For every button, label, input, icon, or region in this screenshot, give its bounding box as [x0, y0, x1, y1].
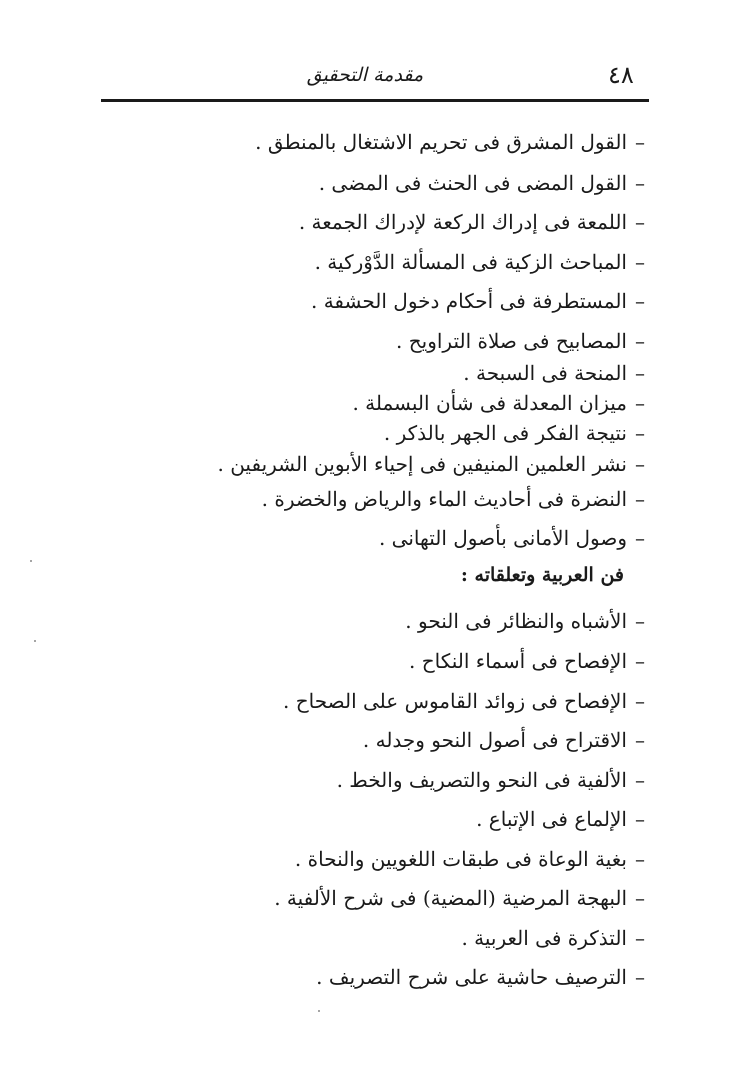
list-item-text: المنحة فى السبحة . — [463, 361, 627, 385]
header-rule — [101, 99, 649, 102]
list-item — [352, 390, 645, 416]
list-item-text: الترصيف حاشية على شرح التصريف . — [316, 965, 627, 989]
dash: – — [635, 728, 645, 752]
dash: – — [635, 609, 645, 633]
scan-speck — [30, 560, 32, 562]
list-item — [463, 360, 645, 386]
list-item — [283, 688, 645, 714]
list-item — [337, 767, 645, 793]
list-item — [316, 964, 645, 990]
list-item-text: النضرة فى أحاديث الماء والرياض والخضرة . — [261, 487, 627, 511]
dash: – — [635, 130, 645, 154]
dash: – — [635, 965, 645, 989]
list-item-text: اللمعة فى إدراك الركعة لإدراك الجمعة . — [298, 210, 627, 234]
list-item-text: التذكرة فى العربية . — [461, 926, 627, 950]
list-item-text: بغية الوعاة فى طبقات اللغويين والنحاة . — [294, 847, 627, 871]
list-item-text: الأشباه والنظائر فى النحو . — [405, 609, 627, 633]
dash: – — [635, 886, 645, 910]
dash: – — [635, 171, 645, 195]
list-item — [396, 328, 645, 354]
list-item-text: الألفية فى النحو والتصريف والخط . — [336, 768, 627, 792]
list-item-text: المباحث الزكية فى المسألة الدَّوْركية . — [314, 250, 627, 274]
list-item — [409, 648, 645, 674]
list-item — [379, 525, 645, 551]
list-item-text: القول المضى فى الحنث فى المضى . — [318, 171, 627, 195]
dash: – — [635, 421, 645, 445]
list-item — [295, 846, 645, 872]
dash: – — [635, 487, 645, 511]
scan-speck — [318, 1010, 320, 1012]
list-item — [217, 451, 645, 477]
list-item — [476, 806, 645, 832]
list-item — [311, 288, 645, 314]
list-item-text: الإفصاح فى زوائد القاموس على الصحاح . — [283, 689, 627, 713]
dash: – — [635, 250, 645, 274]
list-item-text: المستطرفة فى أحكام دخول الحشفة . — [310, 289, 627, 313]
section-heading: فن العربية وتعلقاته : — [460, 564, 624, 586]
list-item — [384, 420, 645, 446]
list-item-text: ميزان المعدلة فى شأن البسملة . — [352, 391, 627, 415]
dash: – — [635, 689, 645, 713]
dash: – — [635, 847, 645, 871]
list-item — [363, 727, 645, 753]
dash: – — [635, 329, 645, 353]
list-item-text: وصول الأمانى بأصول التهانى . — [378, 526, 627, 550]
list-item-text: القول المشرق فى تحريم الاشتغال بالمنطق . — [255, 130, 627, 154]
list-item-text: الاقتراح فى أصول النحو وجدله . — [362, 728, 627, 752]
dash: – — [635, 926, 645, 950]
list-item-text: نتيجة الفكر فى الجهر بالذكر . — [383, 421, 627, 445]
dash: – — [635, 210, 645, 234]
list-item — [255, 129, 645, 155]
scan-speck — [34, 640, 36, 642]
dash: – — [635, 452, 645, 476]
list-item-text: المصابيح فى صلاة التراويح . — [396, 329, 627, 353]
dash: – — [635, 768, 645, 792]
list-item — [299, 209, 645, 235]
dash: – — [635, 361, 645, 385]
list-item — [319, 170, 645, 196]
list-item-text: الإفصاح فى أسماء النكاح . — [409, 649, 627, 673]
page-number: ٤٨ — [608, 61, 634, 89]
list-item — [315, 249, 645, 275]
dash: – — [635, 649, 645, 673]
list-item — [262, 486, 645, 512]
running-title: مقدمة التحقيق — [306, 64, 424, 86]
dash: – — [635, 289, 645, 313]
list-item — [461, 925, 645, 951]
list-item-text: نشر العلمين المنيفين فى إحياء الأبوين الشريفين . — [217, 452, 627, 476]
list-item-text: الإلماع فى الإتباع . — [476, 807, 627, 831]
list-item — [274, 885, 645, 911]
list-item-text: البهجة المرضية (المضية) فى شرح الألفية . — [274, 886, 627, 910]
dash: – — [635, 807, 645, 831]
list-item — [405, 608, 645, 634]
dash: – — [635, 391, 645, 415]
dash: – — [635, 526, 645, 550]
